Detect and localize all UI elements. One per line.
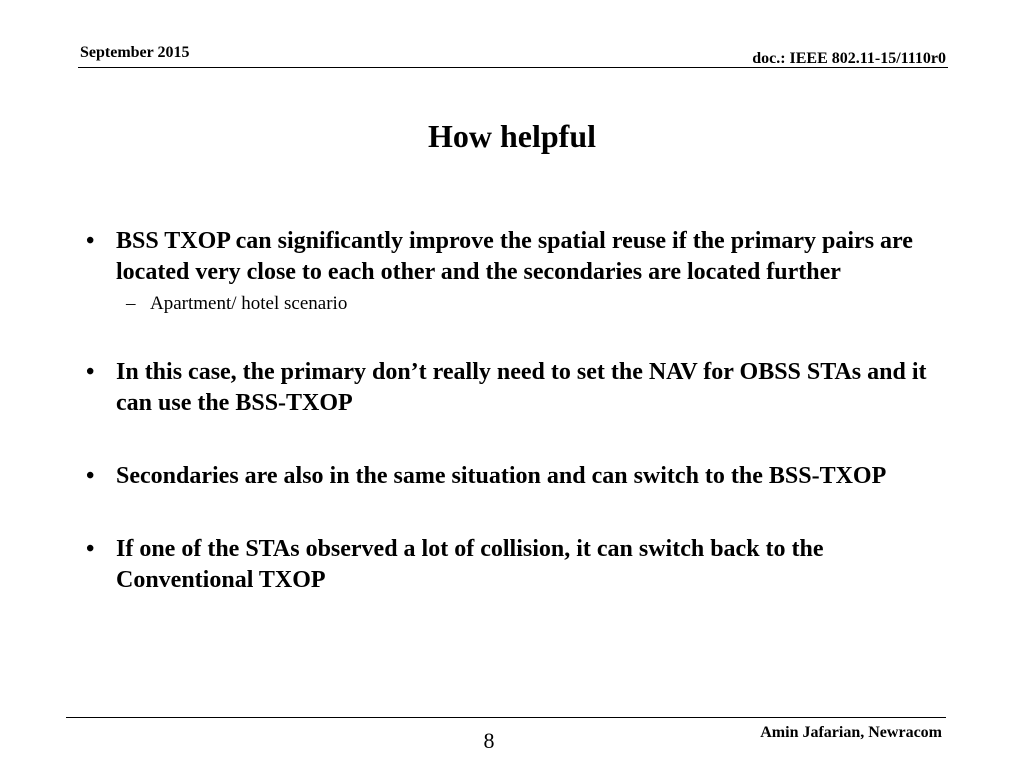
bullet-item xyxy=(86,461,946,492)
header-divider xyxy=(78,67,948,68)
header-date: September 2015 xyxy=(80,44,190,61)
sub-bullet-item xyxy=(86,291,946,317)
slide-body xyxy=(86,226,946,596)
bullet-item xyxy=(86,357,946,419)
slide-title: How helpful xyxy=(427,118,597,154)
sub-bullet-text: Apartment/ hotel scenario xyxy=(150,293,348,314)
bullet-icon: • xyxy=(86,359,95,385)
bullet-icon: • xyxy=(86,463,95,489)
bullet-text: BSS TXOP can significantly improve the spatial reuse if the primary pairs are located very close to each other and the secondaries are located further xyxy=(116,228,913,285)
bullet-icon: • xyxy=(86,536,95,562)
page-number: 8 xyxy=(483,728,495,753)
dash-icon: – xyxy=(126,293,136,314)
footer-divider xyxy=(66,717,946,718)
footer-author: Amin Jafarian, Newracom xyxy=(760,724,942,741)
bullet-text: If one of the STAs observed a lot of collision, it can switch back to the Conventional TXOP xyxy=(116,536,824,593)
bullet-text: In this case, the primary don’t really need to set the NAV for OBSS STAs and it can use the BSS-TXOP xyxy=(116,359,927,416)
header-doc-id: doc.: IEEE 802.11-15/1110r0 xyxy=(752,50,946,67)
bullet-item xyxy=(86,226,946,288)
bullet-text: Secondaries are also in the same situation and can switch to the BSS-TXOP xyxy=(116,463,887,489)
bullet-icon: • xyxy=(86,228,95,254)
bullet-item xyxy=(86,534,946,596)
